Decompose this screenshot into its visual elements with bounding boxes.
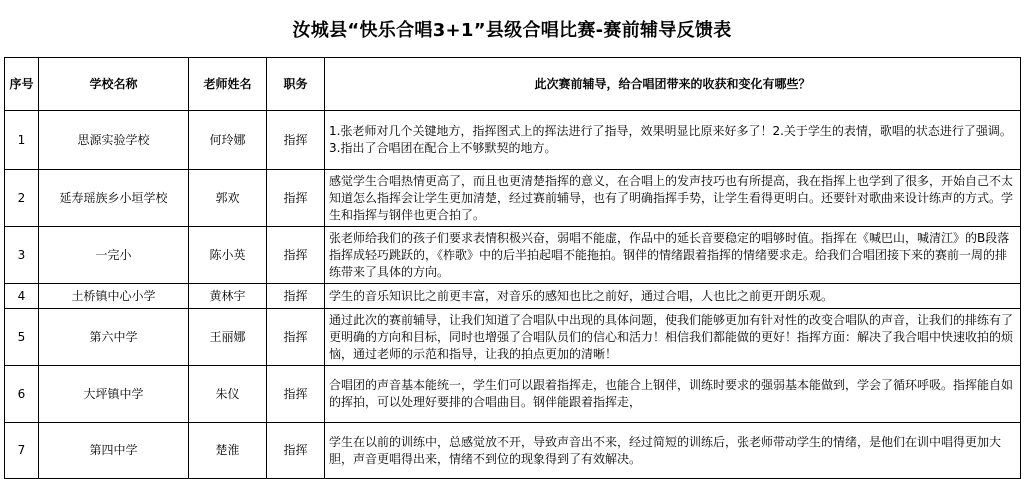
table-row [5, 227, 1021, 284]
header-teacher: 老师姓名 [189, 58, 267, 111]
teacher-name: 何玲娜 [189, 111, 267, 170]
school-name: 第四中学 [39, 423, 189, 479]
role: 指挥 [267, 309, 325, 366]
row-number: 4 [5, 284, 39, 309]
feedback-text: 感觉学生合唱热情更高了，而且也更清楚指挥的意义，在合唱上的发声技巧也有所提高，我在指挥上也学到了很多，开始自己不太知道怎么指挥会让学生更加清楚，经过赛前辅导，也有了明确指挥手势，让学生看得更明白。还要针对歌曲来设计练声的方式。学生和指挥与钢伴也更合拍了。 [325, 170, 1021, 227]
feedback-text: 学生的音乐知识比之前更丰富，对音乐的感知也比之前好，通过合唱，人也比之前更开朗乐观。 [325, 284, 1021, 309]
role: 指挥 [267, 170, 325, 227]
table-row [5, 309, 1021, 366]
table-row [5, 423, 1021, 479]
feedback-table [4, 57, 1021, 479]
role: 指挥 [267, 284, 325, 309]
role: 指挥 [267, 111, 325, 170]
header-number: 序号 [5, 58, 39, 111]
table-row [5, 284, 1021, 309]
header-feedback: 此次赛前辅导，给合唱团带来的收获和变化有哪些？ [325, 58, 1021, 111]
feedback-text: 通过此次的赛前辅导，让我们知道了合唱队中出现的具体问题，使我们能够更加有针对性的改变合唱队的声音，让我们的排练有了更明确的方向和目标，同时也增强了合唱队员们的信心和活力！相信我们都能做的更好！指挥方面：解决了我合唱中快速收拍的烦恼，通过老师的示范和指导，让我的拍点更加的清晰！ [325, 309, 1021, 366]
role: 指挥 [267, 423, 325, 479]
feedback-text: 1.张老师对几个关键地方，指挥图式上的挥法进行了指导，效果明显比原来好多了！2.关于学生的表情，歌唱的状态进行了强调。3.指出了合唱团在配合上不够默契的地方。 [325, 111, 1021, 170]
feedback-text: 合唱团的声音基本能统一，学生们可以跟着指挥走，也能合上钢伴，训练时要求的强弱基本能做到，学会了循环呼吸。指挥能自如的挥拍，可以处理好要排的合唱曲目。钢伴能跟着指挥走， [325, 366, 1021, 423]
teacher-name: 陈小英 [189, 227, 267, 284]
row-number: 7 [5, 423, 39, 479]
role: 指挥 [267, 366, 325, 423]
teacher-name: 朱仪 [189, 366, 267, 423]
school-name: 大坪镇中学 [39, 366, 189, 423]
feedback-text: 张老师给我们的孩子们要求表情积极兴奋，弱唱不能虚，作品中的延长音要稳定的唱够时值。指挥在《喊巴山，喊清江》的B段落指挥成轻巧跳跃的，《柞歌》中的后半拍起唱不能拖拍。钢伴的情绪跟着指挥的情绪要求走。给我们合唱团接下来的赛前一周的排练带来了具体的方向。 [325, 227, 1021, 284]
page-title: 汝城县“快乐合唱3+1”县级合唱比赛-赛前辅导反馈表 [292, 19, 732, 41]
school-name: 思源实验学校 [39, 111, 189, 170]
row-number: 3 [5, 227, 39, 284]
header-school: 学校名称 [39, 58, 189, 111]
table-row [5, 111, 1021, 170]
feedback-text: 学生在以前的训练中，总感觉放不开，导致声音出不来，经过简短的训练后，张老师带动学生的情绪，是他们在训中唱得更加大胆，声音更唱得出来，情绪不到位的现象得到了有效解决。 [325, 423, 1021, 479]
teacher-name: 楚淮 [189, 423, 267, 479]
row-number: 2 [5, 170, 39, 227]
teacher-name: 郭欢 [189, 170, 267, 227]
table-row [5, 170, 1021, 227]
row-number: 5 [5, 309, 39, 366]
teacher-name: 王丽娜 [189, 309, 267, 366]
school-name: 土桥镇中心小学 [39, 284, 189, 309]
row-number: 6 [5, 366, 39, 423]
row-number: 1 [5, 111, 39, 170]
school-name: 第六中学 [39, 309, 189, 366]
table-row [5, 366, 1021, 423]
school-name: 一完小 [39, 227, 189, 284]
teacher-name: 黄林宇 [189, 284, 267, 309]
school-name: 延寿瑶族乡小垣学校 [39, 170, 189, 227]
role: 指挥 [267, 227, 325, 284]
header-row [5, 58, 1021, 111]
header-role: 职务 [267, 58, 325, 111]
